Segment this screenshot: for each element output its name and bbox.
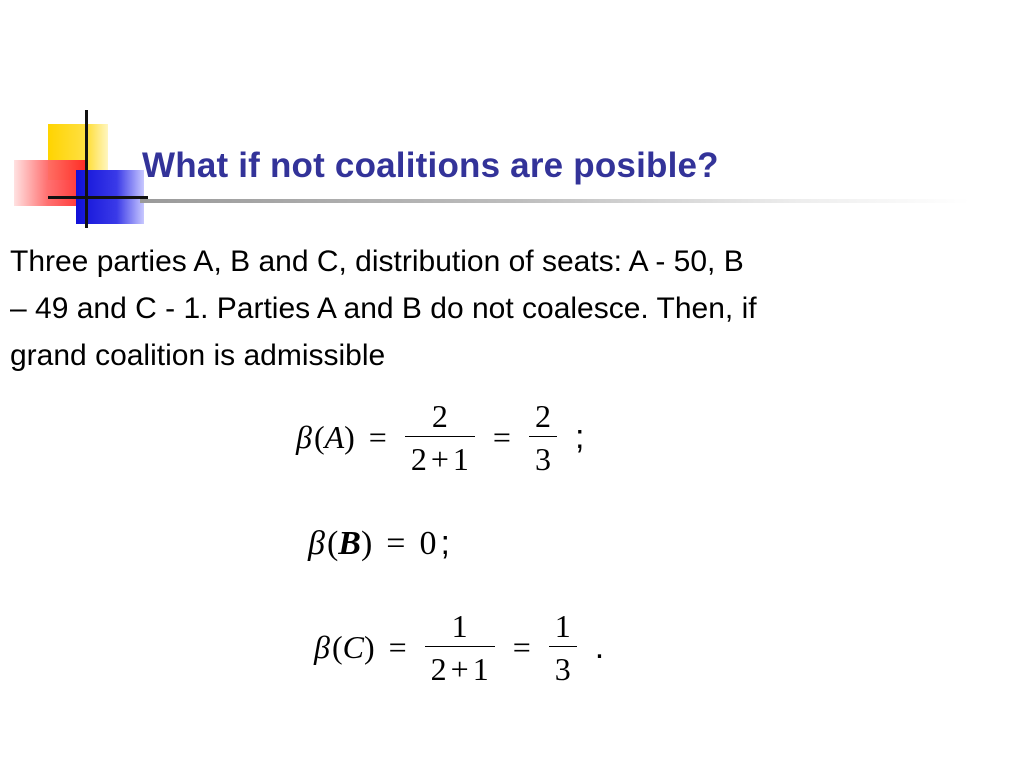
party-variable: B: [338, 524, 361, 562]
denominator-right: 1: [452, 441, 469, 477]
fraction-numerator: 1: [554, 608, 571, 644]
equals-sign: =: [386, 524, 406, 562]
semicolon: ;: [574, 418, 585, 456]
denominator-right: 1: [472, 651, 489, 687]
fraction-bar: [405, 436, 475, 437]
party-variable: C: [342, 629, 364, 665]
formula-beta-b: [308, 524, 450, 563]
party-variable: A: [324, 419, 345, 455]
fraction-numerator: 2: [534, 398, 551, 434]
beta-symbol: β: [296, 419, 312, 455]
body-line-2: – 49 and C - 1. Parties A and B do not coalesce. Then, if: [10, 292, 757, 325]
beta-symbol: β: [314, 629, 330, 665]
fraction-first: [425, 608, 495, 687]
denominator-left: 2: [410, 441, 427, 477]
fraction-bar: [529, 436, 557, 437]
equals-sign: =: [368, 419, 387, 455]
body-line-1: Three parties A, B and C, distribution of seats: A - 50, B: [10, 245, 744, 278]
title-underline: [140, 199, 970, 203]
fraction-first: [405, 398, 475, 477]
fraction-denominator: 3: [534, 441, 551, 477]
beta-symbol: β: [308, 524, 325, 562]
period: .: [594, 628, 605, 666]
fraction-denominator: 3: [554, 651, 571, 687]
logo-horizontal-line: [48, 196, 148, 199]
denominator-left: 2: [430, 651, 447, 687]
result-value: 0: [419, 524, 437, 562]
slide-title: What if not coalitions are posible?: [142, 146, 719, 185]
fraction-bar: [549, 646, 577, 647]
plus-sign: +: [450, 651, 469, 687]
fraction-result: [549, 608, 577, 687]
formula-beta-c: [314, 608, 604, 687]
equals-sign: =: [512, 629, 531, 665]
formula-beta-a: [296, 398, 584, 477]
slide-logo-decoration: [0, 100, 160, 230]
fraction-numerator: 1: [451, 608, 468, 644]
body-paragraph: [10, 238, 1020, 379]
close-paren: ): [363, 629, 375, 665]
fraction-denominator: [425, 651, 495, 687]
body-line-3: grand coalition is admissible: [10, 339, 386, 372]
fraction-bar: [425, 646, 495, 647]
equals-sign: =: [388, 629, 407, 665]
fraction-numerator: 2: [431, 398, 448, 434]
close-paren: ): [344, 419, 355, 455]
plus-sign: +: [430, 441, 449, 477]
open-paren: (: [331, 629, 343, 665]
semicolon: ;: [440, 524, 450, 562]
fraction-denominator: [405, 441, 475, 477]
equals-sign: =: [492, 419, 511, 455]
fraction-result: [529, 398, 557, 477]
open-paren: (: [326, 524, 339, 562]
close-paren: ): [360, 524, 373, 562]
logo-vertical-line: [85, 110, 88, 228]
open-paren: (: [313, 419, 325, 455]
